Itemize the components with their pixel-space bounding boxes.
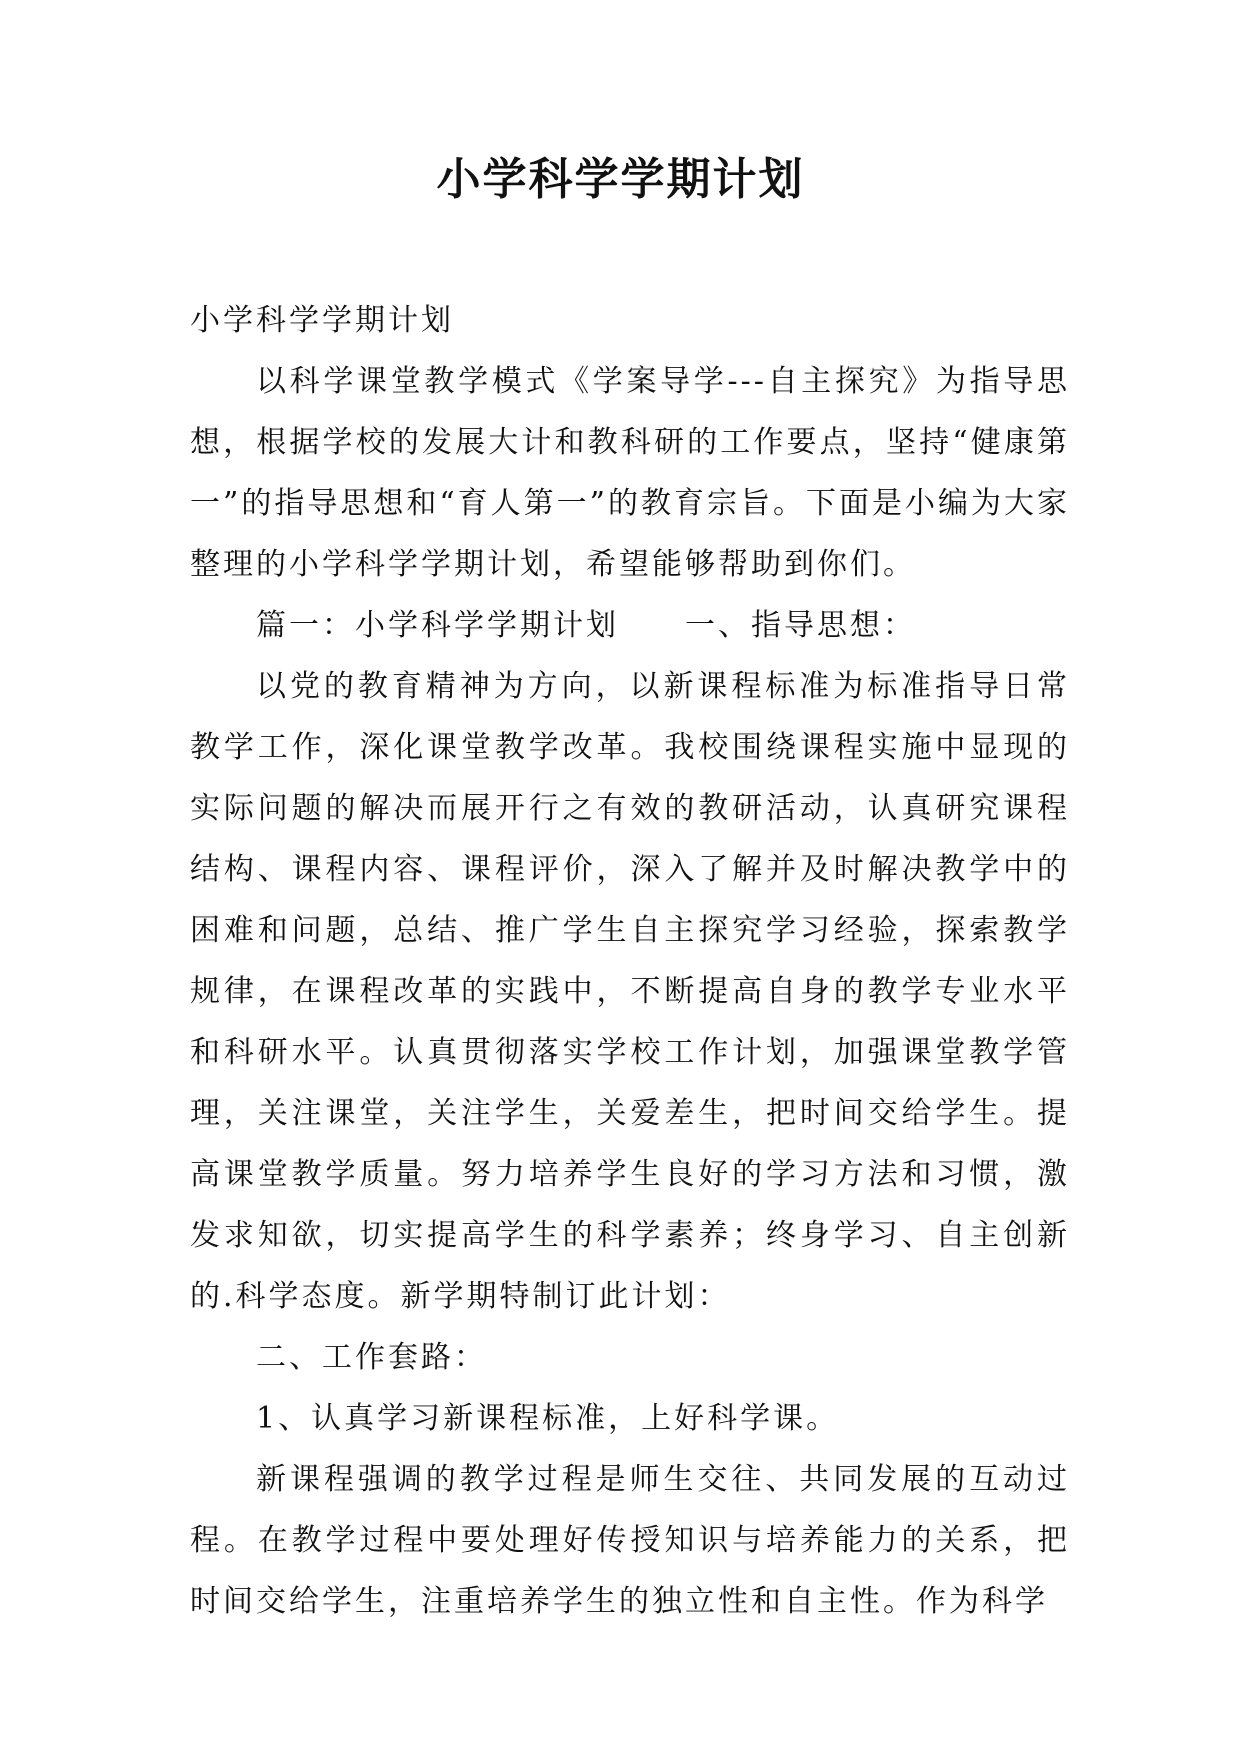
paragraph-intro: 以科学课堂教学模式《学案导学---自主探究》为指导思想，根据学校的发展大计和教科研的工作要点，坚持“健康第一”的指导思想和“育人第一”的教育宗旨。下面是小编为大家整理的小学科学学期计划，希望能够帮助到你们。 [190, 364, 1071, 582]
paragraph-section-heading: 篇一：小学科学学期计划 一、指导思想： [256, 608, 916, 643]
paragraph-work-heading: 二、工作套路： [256, 1340, 487, 1375]
paragraph-guiding-thought: 以党的教育精神为方向，以新课程标准为标准指导日常教学工作，深化课堂教学改革。我校围绕课程实施中显现的实际问题的解决而展开行之有效的教研活动，认真研究课程结构、课程内容、课程评价，深入了解并及时解决教学中的困难和问题，总结、推广学生自主探究学习经验，探索教学规律，在课程改革的实践中，不断提高自身的教学专业水平和科研水平。认真贯彻落实学校工作计划，加强课堂教学管理，关注课堂，关注学生，关爱差生，把时间交给学生。提高课堂教学质量。努力培养学生良好的学习方法和习惯，激发求知欲，切实提高学生的科学素养；终身学习、自主创新的.科学态度。新学期特制订此计划： [190, 669, 1070, 1314]
document-body [190, 290, 1070, 1632]
document-subtitle: 小学科学学期计划 [190, 303, 454, 338]
document-title: 小学科学学期计划 [436, 154, 805, 205]
paragraph-item-1: 1、认真学习新课程标准，上好科学课。 [256, 1401, 840, 1436]
paragraph-new-curriculum: 新课程强调的教学过程是师生交往、共同发展的互动过程。在教学过程中要处理好传授知识与培养能力的关系，把时间交给学生，注重培养学生的独立性和自主性。作为科学 [190, 1462, 1070, 1619]
